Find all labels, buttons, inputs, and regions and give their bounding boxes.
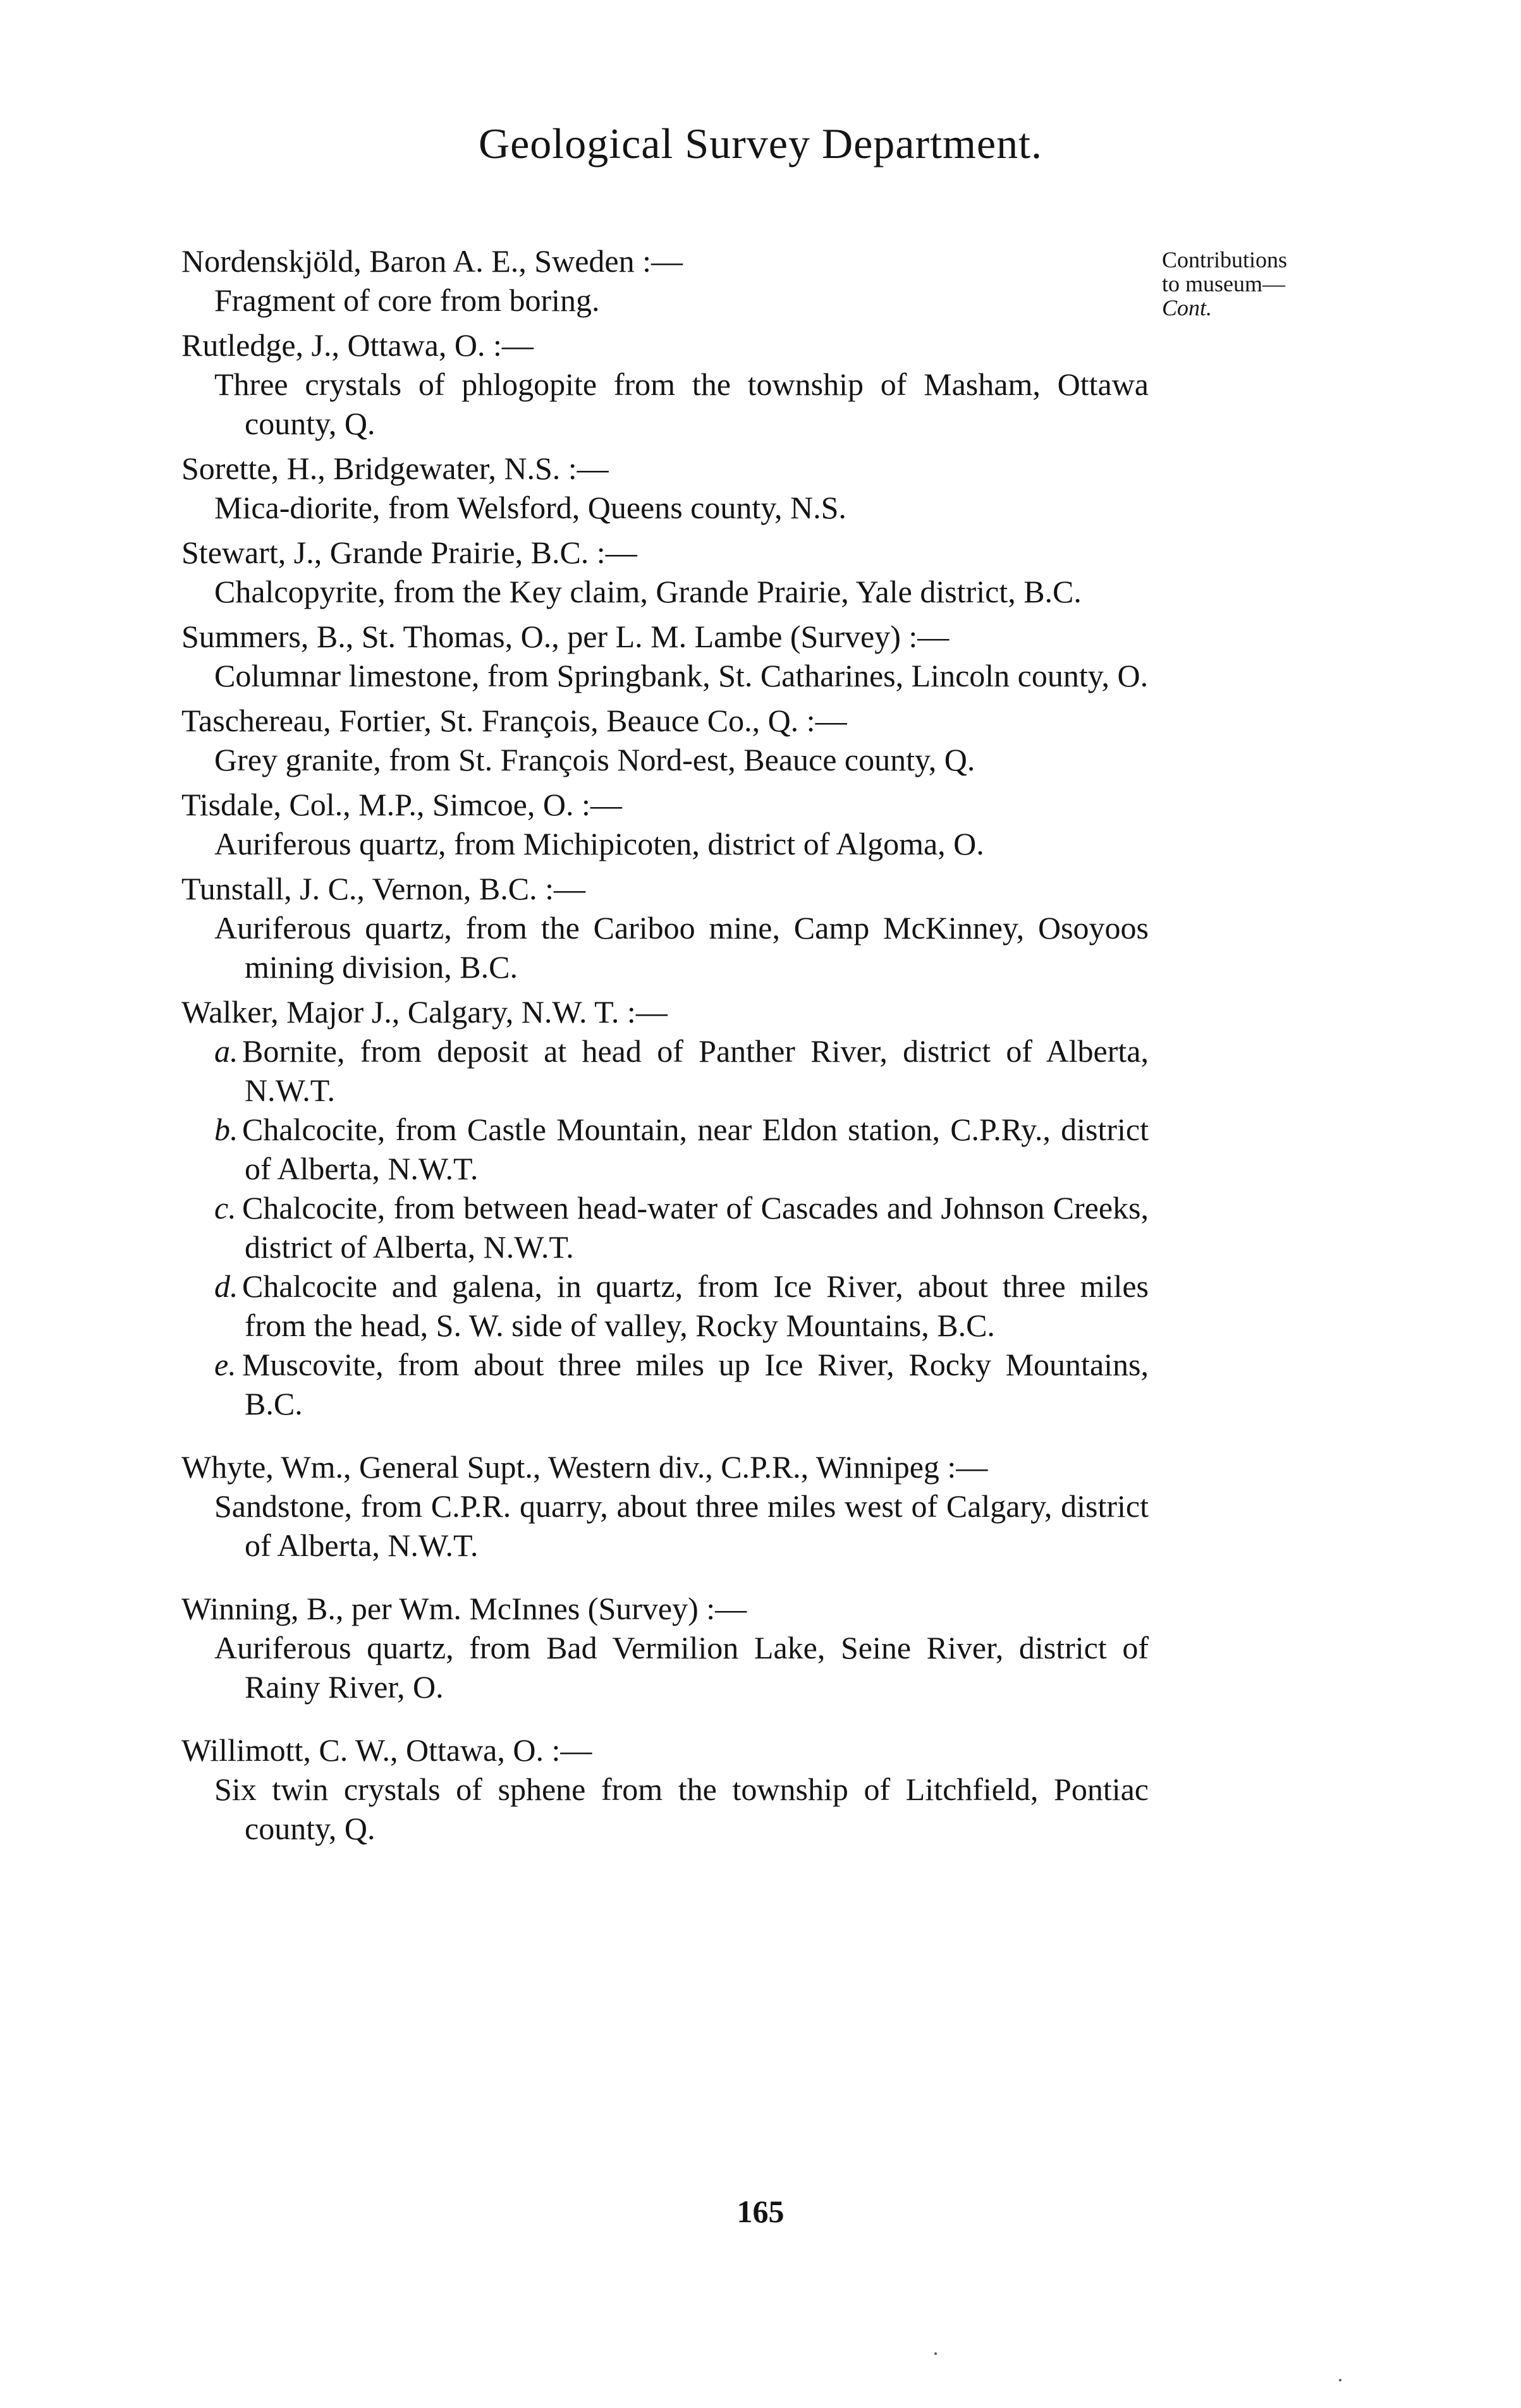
list-item bbox=[181, 449, 1149, 527]
subitem-text: Chalcocite and galena, in quartz, from Ice River, about three miles from the head, S. W. side of valley, Rocky Mountains, B.C. bbox=[242, 1268, 1149, 1343]
subitem-text: Chalcocite, from Castle Mountain, near Eldon station, C.P.Ry., district of Alberta, N.W.T. bbox=[242, 1112, 1149, 1186]
contributor-name: Stewart, J., Grande Prairie, B.C. :— bbox=[181, 535, 637, 570]
specimen-description: Auriferous quartz, from Bad Vermilion Lake, Seine River, district of Rainy River, O. bbox=[214, 1630, 1149, 1705]
print-speck bbox=[1339, 2379, 1341, 2381]
specimen-description: Grey granite, from St. François Nord-est, Beauce county, Q. bbox=[214, 742, 975, 777]
list-item bbox=[181, 1589, 1149, 1706]
margin-note bbox=[1162, 248, 1345, 320]
specimen-subitem bbox=[181, 1345, 1149, 1423]
page-number: 165 bbox=[736, 2194, 785, 2229]
specimen-description: Auriferous quartz, from Michipicoten, district of Algoma, O. bbox=[214, 826, 984, 861]
contributor-name: Taschereau, Fortier, St. François, Beauce Co., Q. :— bbox=[181, 703, 847, 738]
margin-note-line: to museum— bbox=[1162, 271, 1285, 296]
list-item bbox=[181, 992, 1149, 1423]
contributor-name: Willimott, C. W., Ottawa, O. :— bbox=[181, 1732, 592, 1768]
subitem-letter: b. bbox=[214, 1112, 238, 1147]
list-item bbox=[181, 1730, 1149, 1848]
contributor-name: Whyte, Wm., General Supt., Western div., C.P.R., Winnipeg :— bbox=[181, 1449, 988, 1485]
contributor-name: Walker, Major J., Calgary, N.W. T. :— bbox=[181, 994, 668, 1030]
margin-note-line: Contributions bbox=[1162, 247, 1288, 272]
specimen-description: Sandstone, from C.P.R. quarry, about three miles west of Calgary, district of Alberta, N.W.T. bbox=[214, 1488, 1149, 1563]
print-speck bbox=[934, 2352, 937, 2355]
subitem-letter: d. bbox=[214, 1268, 238, 1304]
list-item bbox=[181, 533, 1149, 611]
contributor-name: Summers, B., St. Thomas, O., per L. M. Lambe (Survey) :— bbox=[181, 619, 950, 654]
contributor-name: Tisdale, Col., M.P., Simcoe, O. :— bbox=[181, 787, 622, 822]
contributor-name: Winning, B., per Wm. McInnes (Survey) :— bbox=[181, 1591, 747, 1626]
contributions-list bbox=[181, 241, 1149, 1854]
specimen-description: Chalcopyrite, from the Key claim, Grande Prairie, Yale district, B.C. bbox=[214, 574, 1082, 609]
list-item bbox=[181, 869, 1149, 987]
specimen-subitem bbox=[181, 1110, 1149, 1188]
subitem-text: Bornite, from deposit at head of Panther River, district of Alberta, N.W.T. bbox=[242, 1033, 1149, 1108]
specimen-description: Three crystals of phlogopite from the township of Masham, Ottawa county, Q. bbox=[214, 367, 1149, 441]
list-item bbox=[181, 701, 1149, 779]
subitem-text: Chalcocite, from between head-water of Cascades and Johnson Creeks, district of Alberta, N.W.T. bbox=[242, 1190, 1149, 1265]
specimen-subitem bbox=[181, 1031, 1149, 1110]
contributor-name: Tunstall, J. C., Vernon, B.C. :— bbox=[181, 871, 586, 906]
specimen-subitem bbox=[181, 1267, 1149, 1345]
specimen-subitem bbox=[181, 1188, 1149, 1267]
specimen-description: Columnar limestone, from Springbank, St. Catharines, Lincoln county, O. bbox=[214, 658, 1149, 693]
contributor-name: Sorette, H., Bridgewater, N.S. :— bbox=[181, 451, 609, 486]
specimen-description: Mica-diorite, from Welsford, Queens county, N.S. bbox=[214, 490, 846, 525]
subitem-text: Muscovite, from about three miles up Ice River, Rocky Mountains, B.C. bbox=[242, 1347, 1149, 1421]
specimen-description: Six twin crystals of sphene from the township of Litchfield, Pontiac county, Q. bbox=[214, 1772, 1149, 1846]
subitem-letter: e. bbox=[214, 1347, 236, 1382]
margin-note-line: Cont. bbox=[1162, 295, 1213, 320]
specimen-description: Fragment of core from boring. bbox=[214, 283, 600, 318]
contributor-name: Nordenskjöld, Baron A. E., Sweden :— bbox=[181, 243, 683, 279]
page-header: Geological Survey Department. bbox=[479, 119, 1042, 167]
subitem-letter: c. bbox=[214, 1190, 236, 1225]
contributor-name: Rutledge, J., Ottawa, O. :— bbox=[181, 327, 534, 363]
list-item bbox=[181, 325, 1149, 443]
list-item bbox=[181, 617, 1149, 695]
list-item bbox=[181, 785, 1149, 863]
subitem-letter: a. bbox=[214, 1033, 238, 1069]
specimen-description: Auriferous quartz, from the Cariboo mine, Camp McKinney, Osoyoos mining division, B.C. bbox=[214, 910, 1149, 985]
list-item bbox=[181, 241, 1149, 320]
list-item bbox=[181, 1447, 1149, 1565]
